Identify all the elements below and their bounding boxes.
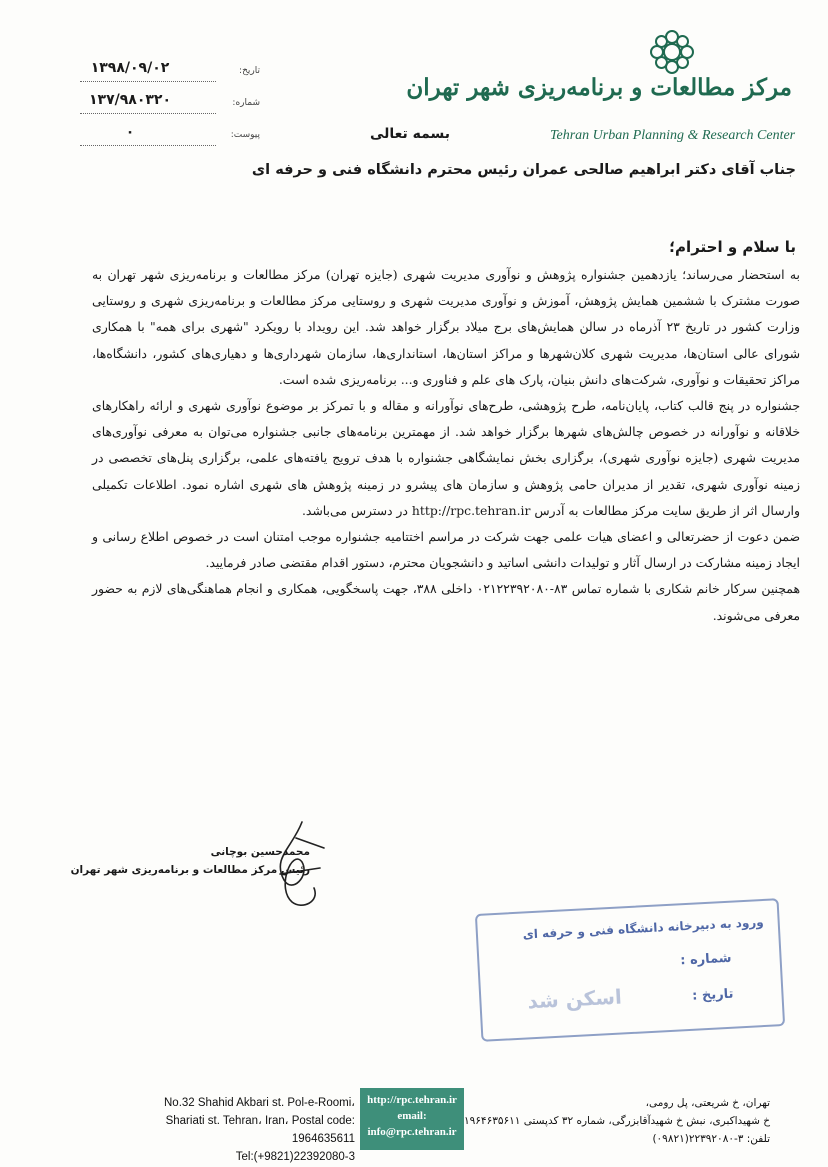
signatory-name: محمدحسین بوچانی xyxy=(210,846,310,858)
date-value: ۱۳۹۸/۰۹/۰۲ xyxy=(90,60,170,76)
footer-website-link[interactable]: http://rpc.tehran.ir xyxy=(367,1094,457,1106)
attachment-label: پیوست: xyxy=(230,130,260,140)
number-label: شماره: xyxy=(232,98,260,108)
stamp-number-label: شماره : xyxy=(679,950,732,969)
footer-en-line: No.32 Shahid Akbari st. Pol-e-Roomi، xyxy=(164,1097,355,1109)
body-paragraph: جشنواره در پنج قالب کتاب، پایان‌نامه، طرح پژوهشی، طرح‌های نوآورانه و مقاله و با تمرکز بر موضوع نوآوری شهری و ارائه راهکارهای خلاقانه و نوآورانه در خصوص چالش‌های شهرها برگزار خواهد شد. از مهمترین برنامه‌های جانبی جشنواره می‌توان به معرفی نوآوری‌های مدیریت شهری (جایزه نوآوری شهری)، برگزاری بخش نمایشگاهی جشنواره با هدف ترویج یافته‌های علمی، برگزاری پنل‌های تخصصی در زمینه نوآوری شهری، تقدیر از مدیران حامی پژوهش و سازمان های پیشرو در زمینه پژوهش های شهری اشاره نمود. اطلاعات تکمیلی وارسال اثر از طریق سایت مرکز مطالعات به آدرس http://rpc.tehran.ir در دسترس می‌باشد. xyxy=(92,398,800,518)
attachment-field xyxy=(80,124,260,148)
bismillah-heading: بسمه تعالی xyxy=(369,126,451,142)
greeting: با سلام و احترام؛ xyxy=(669,238,796,256)
receipt-stamp xyxy=(475,898,785,1042)
footer-email-link[interactable]: info@rpc.tehran.ir xyxy=(367,1126,457,1138)
stamp-date-label: تاریخ : xyxy=(691,986,734,1004)
body-paragraph: ضمن دعوت از حضرتعالی و اعضای هیات علمی جهت شرکت در مراسم اختتامیه جشنواره موجب امتنان است در خصوص اطلاع رسانی و ایجاد زمینه مشارکت در ارسال آثار و تولیدات دانشی اساتید و دانشجویان محترم، دستور اقدام مقتضی صادر فرمایید. xyxy=(92,529,800,571)
stamp-heading: ورود به دبیرخانه دانشگاه فنی و حرفه ای xyxy=(522,914,765,942)
date-label: تاریخ: xyxy=(239,66,260,76)
footer-fa-line: تهران، خ شریعتی، پل رومی، xyxy=(645,1097,770,1109)
body-paragraph: به استحضار می‌رساند؛ یازدهمین جشنواره پژوهش و نوآوری مدیریت شهری (جایزه تهران) مرکز مطالعات و برنامه‌ریزی شهر تهران به صورت مشترک با ششمین همایش پژوهش، آموزش و نوآوری مدیریت شهری و روستایی مرکز مطالعات و برنامه‌ریزی شهری و روستایی وزارت کشور در تاریخ ۲۳ آذرماه در سالن همایش‌های برج میلاد برگزار خواهد شد. این رویداد با رویکرد "شهری برای همه" با همکاری شورای عالی استان‌ها، مدیریت شهری کلان‌شهرها و مراکز استان‌ها، استانداری‌ها، سازمان شهرداری‌ها و دهیاری‌های کشور، دانشگاه‌ها، مراکز تحقیقات و نوآوری، شرکت‌های دانش بنیان، پارک های علم و فناوری و... برنامه‌ریزی شده است. xyxy=(92,267,800,387)
attachment-value: ۰ xyxy=(125,124,135,140)
date-field xyxy=(80,60,260,84)
number-dotted-line xyxy=(80,113,216,114)
org-name-en: Tehran Urban Planning & Research Center xyxy=(550,128,796,143)
scanned-mark: اسکن شد xyxy=(526,984,623,1014)
letter-body xyxy=(92,262,800,629)
footer-contact-box xyxy=(360,1088,464,1150)
number-field xyxy=(80,92,260,116)
org-name-fa: مرکز مطالعات و برنامه‌ریزی شهر تهران xyxy=(406,74,792,101)
body-paragraph: همچنین سرکار خانم شکاری با شماره تماس ۸۳-۰۲۱۲۲۳۹۲۰۸۰ داخلی ۳۸۸، جهت پاسخگویی، همکاری و انجام هماهنگی‌های لازم به حضور معرفی می‌شوند. xyxy=(92,581,800,623)
attachment-dotted-line xyxy=(80,145,216,146)
footer-fa-line: تلفن: ۳-۲۲۳۹۲۰۸۰(۰۹۸۲۱) xyxy=(652,1133,770,1145)
signatory-title: رئیس مرکز مطالعات و برنامه‌ریزی شهر تهران xyxy=(70,864,310,876)
footer-en-line: Shariati st. Tehran، Iran، Postal code: 1964635611 xyxy=(165,1115,355,1145)
number-value: ۱۳۷/۹۸۰۳۲۰ xyxy=(88,92,172,108)
footer-fa-line: خ شهیداکبری، نبش خ شهیدآقابزرگی، شماره ۳۲ کدپستی ۱۹۶۴۶۳۵۶۱۱ xyxy=(464,1115,770,1127)
rosette-emblem-icon xyxy=(648,28,696,76)
date-dotted-line xyxy=(80,81,216,82)
footer-email-label: email: xyxy=(397,1110,427,1122)
footer-address-fa xyxy=(464,1094,770,1148)
footer-en-line: Tel:(+9821)22392080-3 xyxy=(235,1151,355,1163)
recipient-line: جناب آقای دکتر ابراهیم صالحی عمران رئیس محترم دانشگاه فنی و حرفه ای xyxy=(251,162,796,178)
footer-address-en xyxy=(150,1094,355,1166)
